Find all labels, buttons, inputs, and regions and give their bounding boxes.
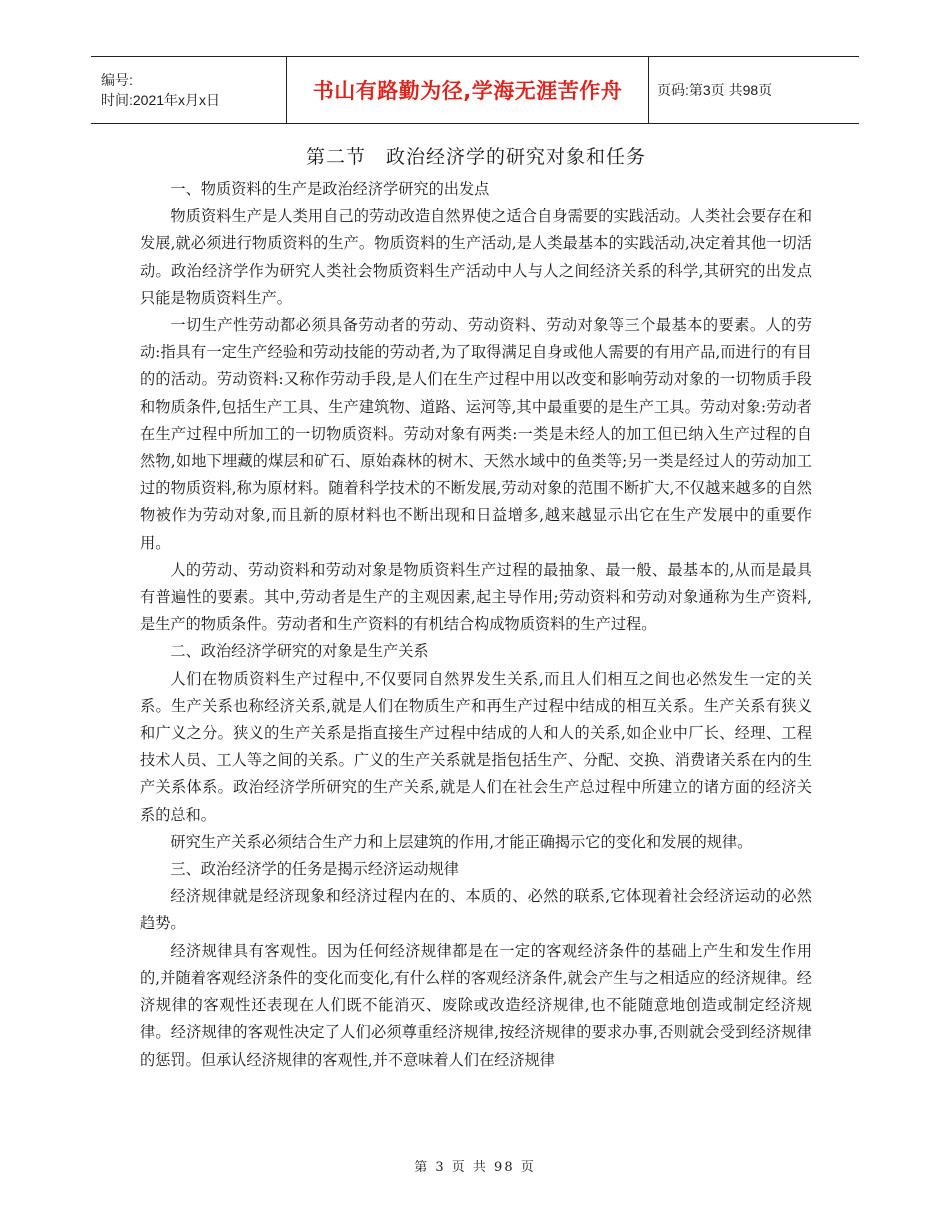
paragraph: 经济规律就是经济现象和经济过程内在的、本质的、必然的联系,它体现着社会经济运动的必然趋势。 [140,887,812,933]
page-indicator: 页码:第3页 共98页 [657,82,773,98]
page-footer: 第 3 页 共 98 页 [414,1160,536,1175]
page-header [91,56,859,124]
heading-3: 三、政治经济学的任务是揭示经济运动规律 [170,860,459,879]
heading-1: 一、物质资料的生产是政治经济学研究的出发点 [170,180,490,198]
document-date: 时间:2021年x月x日 [101,92,221,108]
document-number: 编号: [101,72,133,88]
paragraph: 一切生产性劳动都必须具备劳动者的劳动、劳动资料、劳动对象等三个最基本的要素。人的劳动:指具有一定生产经验和劳动技能的劳动者,为了取得满足自身或他人需要的有用产品,而进行的有目的的活动。劳动资料:又称作劳动手段,是人们在生产过程中用以改变和影响劳动对象的一切物质手段和物质条件,包括生产工具、生产建筑物、道路、运河等,其中最重要的是生产工具。劳动对象:劳动者在生产过程中所加工的一切物质资料。劳动对象有两类:一类是未经人的加工但已纳入生产过程的自然物,如地下埋藏的煤层和矿石、原始森林的树木、天然水域中的鱼类等;另一类是经过人的劳动加工过的物质资料,称为原材料。随着科学技术的不断发展,劳动对象的范围不断扩大,不仅越来越多的自然物被作为劳动对象,而且新的原材料也不断出现和日益增多,越来越显示出它在生产发展中的重要作用。 [140,316,812,552]
header-page-cell [649,57,859,123]
paragraph: 人的劳动、劳动资料和劳动对象是物质资料生产过程的最抽象、最一般、最基本的,从而是最具有普遍性的要素。其中,劳动者是生产的主观因素,起主导作用;劳动资料和劳动对象通称为生产资料,是生产的物质条件。劳动者和生产资料的有机结合构成物质资料的生产过程。 [140,560,812,634]
header-meta [91,57,286,123]
paragraph: 研究生产关系必须结合生产力和上层建筑的作用,才能正确揭示它的变化和发展的规律。 [170,832,753,851]
header-motto-cell [286,57,649,123]
section-title: 第二节 政治经济学的研究对象和任务 [305,146,646,168]
motto: 书山有路勤为径,学海无涯苦作舟 [312,79,623,103]
heading-2: 二、政治经济学研究的对象是生产关系 [170,642,429,661]
paragraph: 人们在物质资料生产过程中,不仅要同自然界发生关系,而且人们相互之间也必然发生一定的关系。生产关系也称经济关系,就是人们在物质生产和再生产过程中结成的相互关系。生产关系有狭义和广义之分。狭义的生产关系是指直接生产过程中结成的人和人的关系,如企业中厂长、经理、工程技术人员、工人等之间的关系。广义的生产关系就是指包括生产、分配、交换、消费诸关系在内的生产关系体系。政治经济学所研究的生产关系,就是人们在社会生产总过程中所建立的诸方面的经济关系的总和。 [140,669,812,824]
paragraph: 物质资料生产是人类用自己的劳动改造自然界使之适合自身需要的实践活动。人类社会要存在和发展,就必须进行物质资料的生产。物质资料的生产活动,是人类最基本的实践活动,决定着其他一切活动。政治经济学作为研究人类社会物质资料生产活动中人与人之间经济关系的科学,其研究的出发点只能是物质资料生产。 [140,207,812,307]
paragraph: 经济规律具有客观性。因为任何经济规律都是在一定的客观经济条件的基础上产生和发生作用的,并随着客观经济条件的变化而变化,有什么样的客观经济条件,就会产生与之相适应的经济规律。经济规律的客观性还表现在人们既不能消灭、废除或改造经济规律,也不能随意地创造或制定经济规律。经济规律的客观性决定了人们必须尊重经济规律,按经济规律的要求办事,否则就会受到经济规律的惩罚。但承认经济规律的客观性,并不意味着人们在经济规律 [140,941,812,1069]
document-body [140,142,812,1074]
